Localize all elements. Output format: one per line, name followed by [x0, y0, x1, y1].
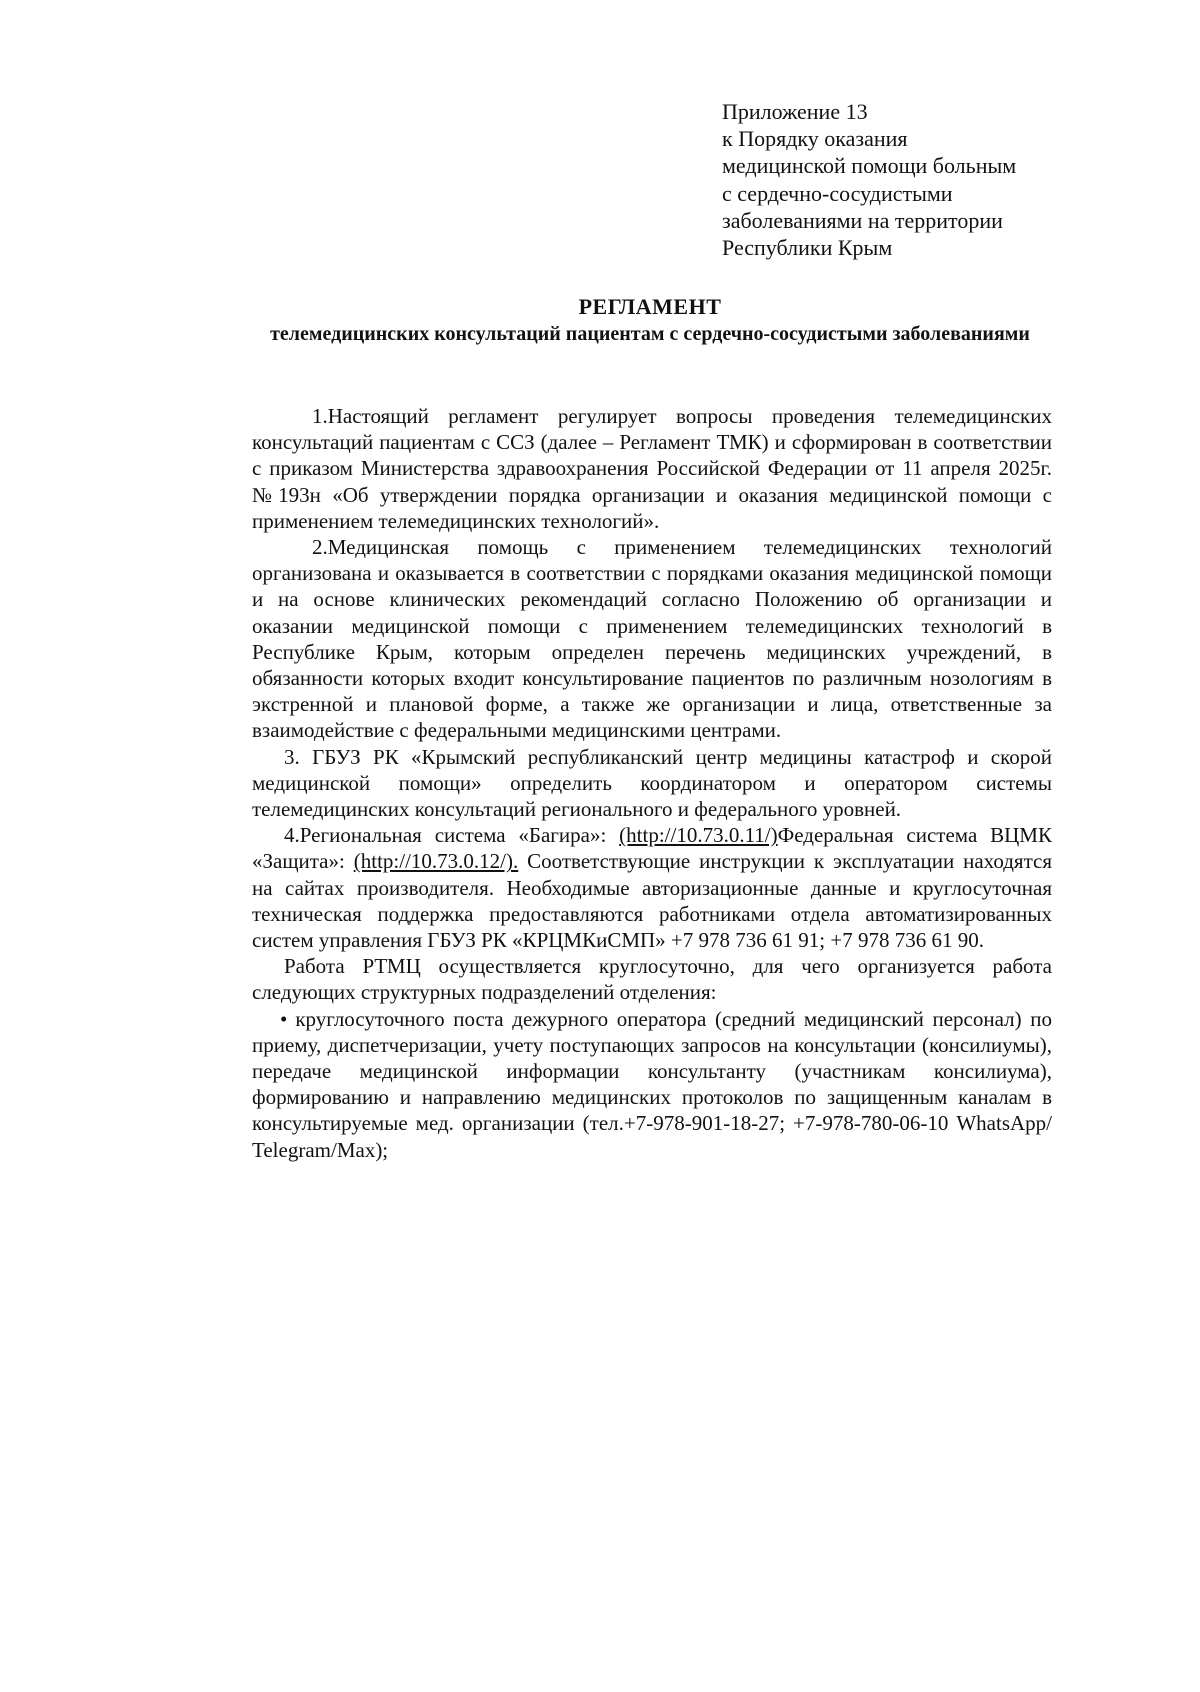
appendix-line: Республики Крым	[722, 235, 893, 261]
paragraph-4-text: Федеральная система ВЦМК «Защита»:	[252, 823, 1052, 874]
federal-system-link[interactable]: (http://10.73.0.12/).	[353, 849, 519, 874]
bullet-text: круглосуточного поста дежурного оператора (средний медицинский персонал) по приему, диспетчеризации, учету поступающих запросов на консультации (консилиумы), передаче медицинской информации консультанту (участникам консилиума), формированию и направлению медицинских протоколов по защищенным каналам в консультируемые мед. организации (тел.+7-978-901-18-27; +7-978-780-06-10 WhatsApp/ Telegram/Max);	[252, 1006, 1052, 1162]
paragraph-2: 2.Медицинская помощь с применением телемедицинских технологий организована и оказывается в соответствии с порядками оказания медицинской помощи и на основе клинических рекомендаций согласно Положению об организации и оказании медицинской помощи с применением телемедицинских технологий в Республике Крым, которым определен перечень медицинских учреждений, в обязанности которых входит консультирование пациентов по различным нозологиям в экстренной и плановой форме, а также же организации и лица, ответственные за взаимодействие с федеральными медицинскими центрами.	[252, 535, 1052, 743]
appendix-line: к Порядку оказания	[722, 126, 908, 152]
paragraph-5: Работа РТМЦ осуществляется круглосуточно, для чего организуется работа следующих структурных подразделений отделения:	[252, 954, 1052, 1005]
document-body	[252, 403, 1052, 1163]
appendix-note	[722, 98, 1102, 261]
bullet-item	[252, 1006, 1052, 1163]
appendix-line: заболеваниями на территории	[722, 207, 1003, 233]
paragraph-4-text: 4.Региональная система «Багира»:	[284, 823, 620, 848]
document-title: РЕГЛАМЕНТ	[578, 294, 722, 319]
appendix-line: медицинской помощи больным	[722, 153, 1017, 179]
appendix-line: Приложение 13	[722, 99, 868, 124]
paragraph-3: 3. ГБУЗ РК «Крымский республиканский центр медицины катастроф и скорой медицинской помощи» определить координатором и оператором системы телемедицинских консультаций регионального и федерального уровней.	[252, 744, 1052, 822]
document-title-block	[250, 293, 1050, 348]
paragraph-1: 1.Настоящий регламент регулирует вопросы проведения телемедицинских консультаций пациентам с ССЗ (далее – Регламент ТМК) и сформирован в соответствии с приказом Министерства здравоохранения Российской Федерации от 11 апреля 2025г. №193н «Об утверждении порядка организации и оказания медицинской помощи с применением телемедицинских технологий».	[252, 404, 1052, 533]
bullet-marker: •	[280, 1006, 288, 1031]
document-subtitle: телемедицинских консультаций пациентам с сердечно-сосудистыми заболеваниями	[270, 323, 1030, 345]
regional-system-link[interactable]: (http://10.73.0.11/)	[619, 823, 778, 848]
paragraph-4	[252, 822, 1052, 953]
appendix-line: с сердечно-сосудистыми	[722, 180, 953, 206]
paragraph-4-text: Соответствующие инструкции к эксплуатации находятся на сайтах производителя. Необходимые авторизационные данные и круглосуточная техническая поддержка предоставляются работниками отдела автоматизированных систем управления ГБУЗ РК «КРЦМКиСМП» +7 978 736 61 91; +7 978 736 61 90.	[252, 849, 1052, 953]
